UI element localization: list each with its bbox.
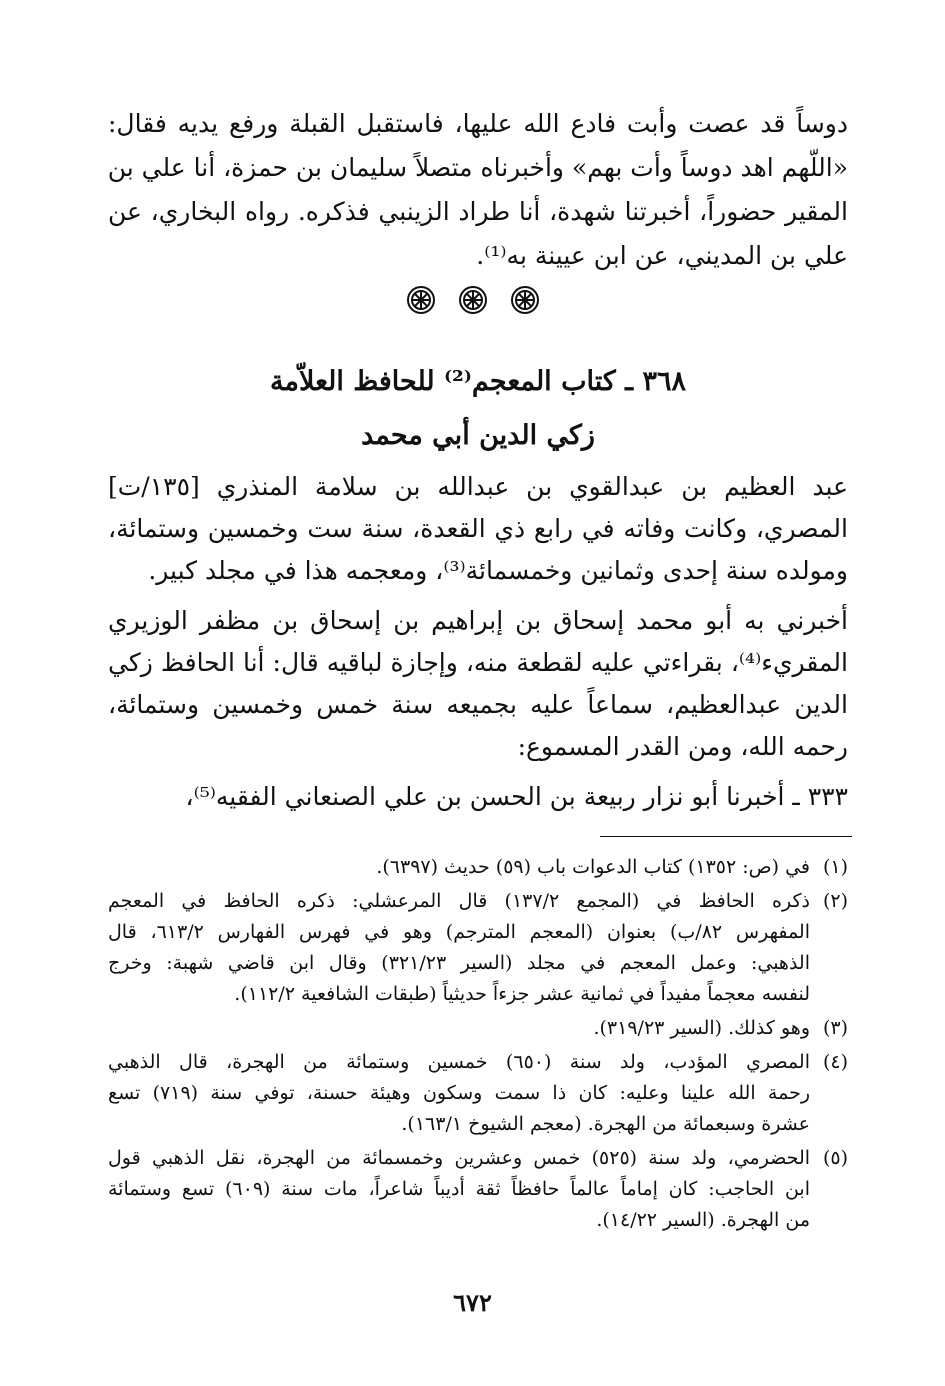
text-line: ومولده سنة إحدى وثمانين وخمسمائة⁽³⁾، ومعجمه هذا في مجلد كبير. (148, 556, 848, 585)
footnote-line: الحضرمي، ولد سنة (٥٢٥) خمس وعشرين وخمسمائة من الهجرة، نقل الذهبي قول (108, 1147, 811, 1169)
text-line: علي بن المديني، عن ابن عيينة به⁽¹⁾. (476, 241, 848, 270)
knot-ornament-icon (510, 285, 540, 315)
footnote-number: (٢) (822, 890, 848, 912)
text-line: المقريء⁽⁴⁾، بقراءتي عليه لقطعة منه، وإجازة لباقيه قال: أنا الحافظ زكي (108, 648, 848, 677)
footnote (108, 1143, 848, 1236)
text-line: الدين عبدالعظيم، سماعاً عليه بجميعه سنة خمس وخمسين وستمائة، (108, 690, 848, 719)
page-number: ٦٧٢ (453, 1288, 492, 1317)
footnote-line: رحمة الله علينا وعليه: كان ذا سمت وسكون وهيئة حسنة، توفي سنة (٧١٩) تسع (108, 1082, 810, 1104)
footnote-line: المصري المؤدب، ولد سنة (٦٥٠) خمسين وستمائة من الهجرة، قال الذهبي (108, 1051, 810, 1073)
section-heading: ٣٦٨ ـ كتاب المعجم⁽²⁾ للحافظ العلاّمة (270, 366, 686, 397)
footnote-number: (٣) (822, 1017, 848, 1039)
text-line: أخبرني به أبو محمد إسحاق بن إبراهيم بن إسحاق بن مظفر الوزيري (108, 606, 848, 635)
text-line: المقير حضوراً، أخبرتنا شهدة، أنا طراد الزينبي فذكره. رواه البخاري، عن (108, 197, 848, 226)
text-line: دوساً قد عصت وأبت فادع الله عليها، فاستقبل القبلة ورفع يديه فقال: (108, 109, 848, 138)
text-line: المصري، وكانت وفاته في رابع ذي القعدة، سنة ست وخمسين وستمائة، (108, 514, 848, 543)
footnote-line: في (ص: ١٣٥٢) كتاب الدعوات باب (٥٩) حديث (٦٣٩٧). (376, 856, 810, 878)
top-paragraph (108, 102, 848, 278)
footnote-number: (٤) (822, 1051, 848, 1073)
footnote-number: (٥) (822, 1147, 848, 1169)
knot-ornament-icon (458, 285, 488, 315)
text-line: عبد العظيم بن عبدالقوي بن عبدالله بن سلامة المنذري [١٣٥/ت] (108, 472, 848, 501)
footnote (108, 1047, 848, 1140)
footnote-number: (١) (822, 856, 848, 878)
text-line: رحمه الله، ومن القدر المسموع: (517, 732, 848, 761)
body-text (108, 466, 848, 818)
footnote (108, 1013, 848, 1044)
section-subheading: زكي الدين أبي محمد (361, 420, 595, 451)
footnote-line: عشرة وسبعمائة من الهجرة. (معجم الشيوخ ١٦٣/١). (401, 1113, 810, 1135)
footnote-line: وهو كذلك. (السير ٣١٩/٢٣). (593, 1017, 810, 1039)
footnote-line: من الهجرة. (السير ١٤/٢٢). (596, 1209, 810, 1231)
footnote (108, 852, 848, 883)
footnote-line: الذهبي: وعمل المعجم في مجلد (السير ٣٢١/٢٣) وقال ابن قاضي شهبة: وخرج (108, 952, 810, 974)
text-line: ٣٣٣ ـ أخبرنا أبو نزار ربيعة بن الحسن بن علي الصنعاني الفقيه⁽⁵⁾، (185, 782, 848, 811)
footnote-line: ابن الحاجب: كان إماماً عالماً حافظاً ثقة أديباً شاعراً، مات سنة (٦٠٩) تسع وستمائة (108, 1178, 810, 1200)
footnote-line: المفهرس ٨٢/ب) بعنوان (المعجم المترجم) وهو في فهرس الفهارس ٦١٣/٢، قال (108, 921, 810, 943)
footnotes (108, 852, 848, 1236)
footnote-line: لنفسه معجماً مفيداً في ثمانية عشر جزءاً حديثياً (طبقات الشافعية ١١٢/٢). (234, 983, 810, 1005)
footnote (108, 886, 848, 1010)
section-divider (0, 285, 945, 319)
footnote-line: ذكره الحافظ في (المجمع ١٣٧/٢) قال المرعشلي: ذكره الحافظ في المعجم (108, 890, 810, 912)
knot-ornament-icon (406, 285, 436, 315)
text-line: «اللّهم اهد دوساً وأت بهم» وأخبرناه متصلاً سليمان بن حمزة، أنا علي بن (107, 153, 848, 182)
footnote-separator (600, 836, 852, 837)
